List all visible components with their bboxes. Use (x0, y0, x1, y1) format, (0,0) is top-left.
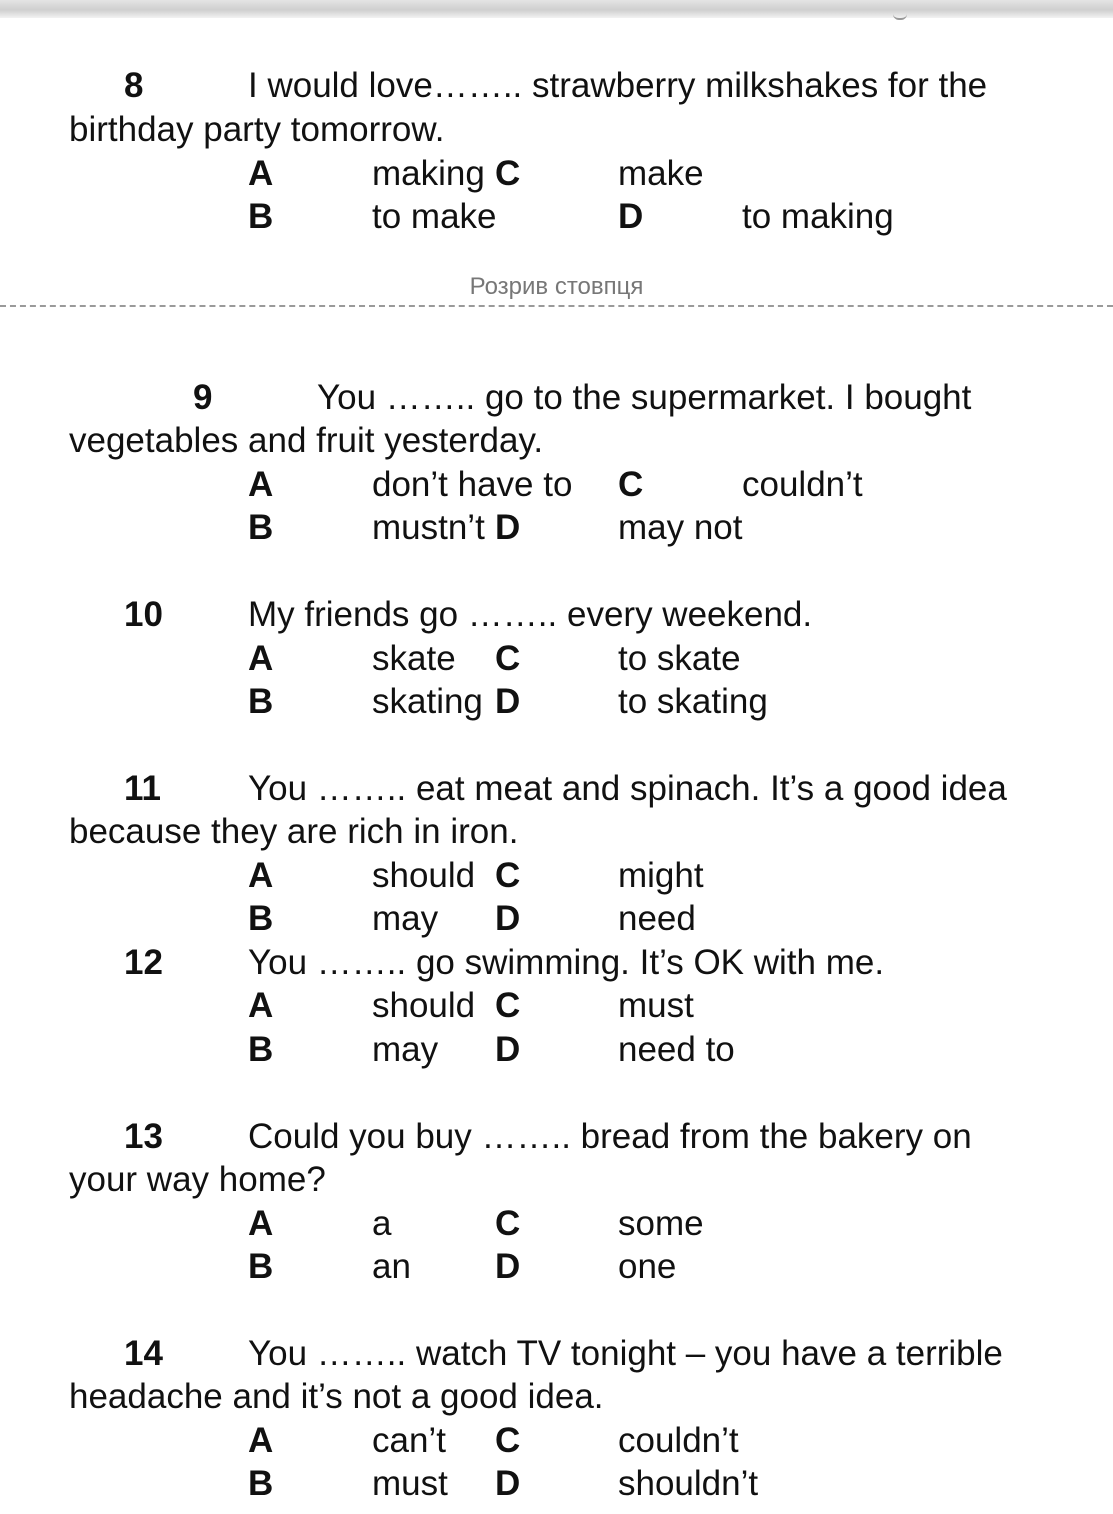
question-text: Could you buy …….. bread from the bakery on (248, 1117, 972, 1156)
option-d: need (618, 899, 696, 938)
option-c: to skate (618, 639, 741, 678)
option-b: to make (372, 197, 497, 236)
option-letter-a: A (248, 154, 274, 193)
question-text-continued: headache and it’s not a good idea. (69, 1377, 604, 1416)
option-d: may not (618, 508, 743, 547)
option-b: must (372, 1464, 448, 1503)
option-letter-c: C (618, 465, 644, 504)
option-letter-d: D (495, 508, 521, 547)
option-a: should (372, 856, 476, 895)
option-letter-c: C (495, 1204, 521, 1243)
option-letter-b: B (248, 1464, 274, 1503)
option-a: making (372, 154, 485, 193)
option-letter-a: A (248, 1204, 274, 1243)
option-a: don’t have to (372, 465, 573, 504)
question-text: You …….. go to the supermarket. I bought (317, 378, 972, 417)
page-edge-mark (893, 14, 907, 20)
option-b: skating (372, 682, 483, 721)
option-b: may (372, 899, 439, 938)
option-d: one (618, 1247, 677, 1286)
option-letter-a: A (248, 465, 274, 504)
question-text-continued: vegetables and fruit yesterday. (69, 421, 544, 460)
option-letter-a: A (248, 639, 274, 678)
question-text: You …….. eat meat and spinach. It’s a good idea (248, 769, 1007, 808)
question-text: I would love…….. strawberry milkshakes for the (248, 66, 988, 105)
option-a: should (372, 986, 476, 1025)
option-letter-d: D (495, 1464, 521, 1503)
question-number: 14 (124, 1334, 163, 1373)
option-c: might (618, 856, 704, 895)
option-letter-d: D (618, 197, 644, 236)
option-letter-d: D (495, 1247, 521, 1286)
option-letter-c: C (495, 1421, 521, 1460)
question-text: You …….. go swimming. It’s OK with me. (248, 943, 885, 982)
option-letter-c: C (495, 856, 521, 895)
top-page-edge (0, 0, 1113, 18)
option-c: couldn’t (618, 1421, 739, 1460)
option-letter-a: A (248, 856, 274, 895)
question-number: 8 (124, 66, 144, 105)
question-text-continued: birthday party tomorrow. (69, 110, 445, 149)
question-number: 12 (124, 943, 163, 982)
option-letter-b: B (248, 1030, 274, 1069)
option-letter-c: C (495, 986, 521, 1025)
option-letter-c: C (495, 154, 521, 193)
question-number: 9 (193, 378, 213, 417)
option-a: skate (372, 639, 456, 678)
option-b: may (372, 1030, 439, 1069)
option-a: can’t (372, 1421, 446, 1460)
option-letter-c: C (495, 639, 521, 678)
column-break-divider (0, 305, 1113, 307)
option-b: mustn’t (372, 508, 485, 547)
option-letter-d: D (495, 1030, 521, 1069)
option-letter-d: D (495, 899, 521, 938)
option-b: an (372, 1247, 411, 1286)
option-letter-b: B (248, 899, 274, 938)
option-letter-d: D (495, 682, 521, 721)
question-text: My friends go …….. every weekend. (248, 595, 813, 634)
option-c: must (618, 986, 694, 1025)
column-break-label: Розрив стовпця (469, 273, 644, 300)
option-letter-b: B (248, 682, 274, 721)
option-letter-b: B (248, 197, 274, 236)
option-d: to skating (618, 682, 768, 721)
option-d: need to (618, 1030, 735, 1069)
option-c: make (618, 154, 704, 193)
question-number: 10 (124, 595, 163, 634)
option-c: some (618, 1204, 704, 1243)
question-number: 13 (124, 1117, 163, 1156)
option-letter-a: A (248, 986, 274, 1025)
option-d: to making (742, 197, 894, 236)
option-d: shouldn’t (618, 1464, 759, 1503)
option-letter-b: B (248, 1247, 274, 1286)
option-c: couldn’t (742, 465, 863, 504)
option-letter-a: A (248, 1421, 274, 1460)
question-text-continued: your way home? (69, 1160, 326, 1199)
question-text-continued: because they are rich in iron. (69, 812, 519, 851)
option-letter-b: B (248, 508, 274, 547)
question-text: You …….. watch TV tonight – you have a terrible (248, 1334, 1003, 1373)
option-a: a (372, 1204, 392, 1243)
question-number: 11 (124, 769, 161, 808)
